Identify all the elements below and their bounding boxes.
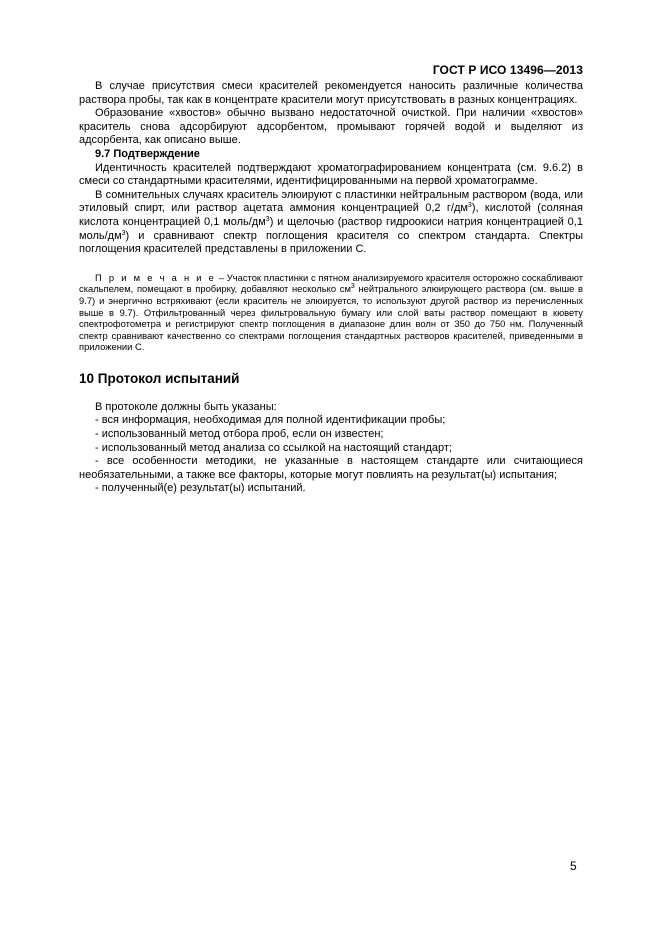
note-label: П р и м е ч а н и е: [95, 271, 217, 283]
elution-text-a: В сомнительных случаях краситель элюируют с пластинки нейтральным раствором (вода, или этиловый спирт, или раствор ацетата аммония концентрацией 0,2 г/дм: [79, 188, 583, 215]
note-text-b: нейтрального элюирующего раствора (см. выше в 9.7) и энергично встряхивают (если краситель не элюируется, то используют другой раствор из перечисленных выше в 9.7). Отфильтрованный через фильтровальную бумагу или слой ваты раствор помещают в кювету спектрофотометра и регистрируют спектр поглощения в диапазоне длин волн от 350 до 750 нм. Полученный спектр сравнивают качественно со спектрами поглощения стандартных растворов красителей, приведенными в приложении С.: [79, 283, 583, 353]
list-item: - все особенности методики, не указанные в настоящем стандарте или считающиеся необязательными, а также все факторы, которые могут повлиять на результат(ы) испытания;: [79, 455, 583, 481]
superscript: 3: [265, 215, 270, 223]
elution-text-c: ) и щелочью (раствор гидроокиси натрия концентрацией 0,1 моль/дм: [79, 215, 583, 242]
list-item: - использованный метод анализа со ссылкой на настоящий стандарт;: [95, 441, 452, 454]
paragraph-elution: [79, 189, 583, 257]
superscript: 3: [467, 202, 472, 210]
subsection-title-confirmation: 9.7 Подтверждение: [95, 147, 200, 160]
standard-header: ГОСТ Р ИСО 13496—2013: [432, 63, 583, 77]
list-item: - использованный метод отбора проб, если он известен;: [95, 428, 384, 441]
list-item: - полученный(е) результат(ы) испытаний.: [95, 482, 306, 495]
superscript: 3: [350, 283, 355, 291]
note-text-a: – Участок пластинки с пятном анализируемого красителя осторожно соскабливают скальпелем, помещают в пробирку, добавляют несколько см: [79, 271, 583, 295]
protocol-intro: В протоколе должны быть указаны:: [95, 400, 277, 413]
paragraph-tails: Образование «хвостов» обычно вызвано недостаточной очисткой. При наличии «хвостов» краситель снова адсорбируют адсорбентом, промывают горячей водой и выделяют из адсорбента, как описано выше.: [79, 107, 583, 147]
elution-text-b: ), кислотой (соляная кислота концентрацией 0,1 моль/дм: [79, 202, 583, 228]
section-title-protocol: 10 Протокол испытаний: [79, 370, 240, 386]
note-paragraph: [79, 272, 583, 353]
paragraph-mixture: В случае присутствия смеси красителей рекомендуется наносить различные количества раствора пробы, так как в концентрате красители могут присутствовать в разных концентрациях.: [79, 80, 583, 106]
elution-text-d: ) и сравнивают спектр поглощения красителя со спектром стандарта. Спектры поглощения красителей представлены в приложении С.: [79, 229, 583, 256]
protocol-list: [79, 401, 583, 496]
superscript: 3: [121, 229, 126, 237]
page-number: 5: [570, 859, 577, 873]
paragraph-identity: Идентичность красителей подтверждают хроматографированием концентрата (см. 9.6.2) в смеси со стандартными красителями, идентифицированными на первой хроматограмме.: [79, 161, 583, 188]
page-content: [79, 80, 583, 496]
list-item: - вся информация, необходимая для полной идентификации пробы;: [95, 414, 446, 427]
